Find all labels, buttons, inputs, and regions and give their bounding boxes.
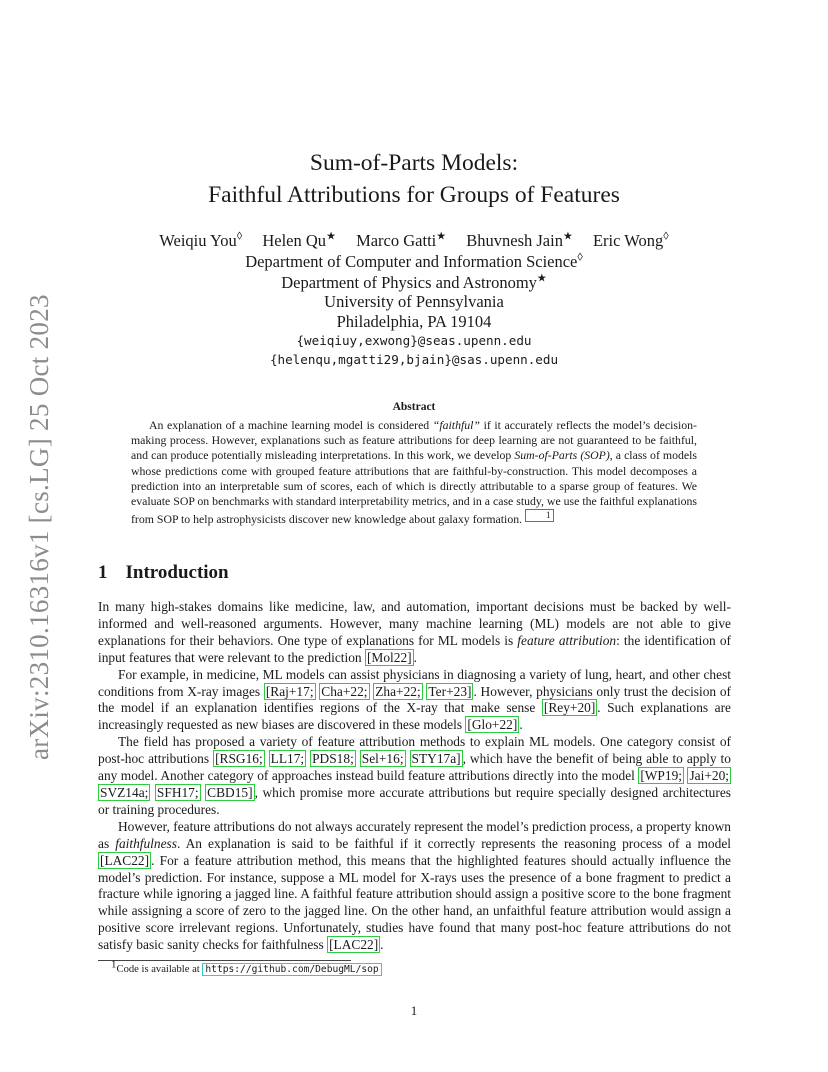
paragraph: For example, in medicine, ML models can assist physicians in diagnosing a variety of lung, heart, and other chest conditions from X-ray images [Raj+17; Cha+22; Zha+22; Ter+23] . However, physicians only trust the decision of the model if an explanation identifies regions of the X-ray that make sense [Rey+20] . Such explanations are increasingly requested as new biases are discovered in these models [Glo+22] . (98, 666, 731, 733)
citation-link[interactable]: CBD15] (207, 784, 253, 800)
paper-title (0, 147, 828, 211)
title-line-1: Sum-of-Parts Models: (309, 150, 519, 176)
affiliation-physics: Department of Physics and Astronomy★ (281, 272, 547, 292)
author: Bhuvnesh Jain★ (466, 230, 573, 250)
author: Marco Gatti★ (356, 230, 447, 250)
author: Weiqiu You◊ (159, 230, 243, 250)
email-seas: {weiqiuy,exwong}@seas.upenn.edu (296, 333, 532, 348)
citation-link[interactable]: [RSG16; (215, 751, 263, 767)
arxiv-stamp: arXiv:2310.16316v1 [cs.LG] 25 Oct 2023 (24, 294, 54, 760)
section-heading: 1 Introduction (98, 562, 229, 583)
paragraph: In many high-stakes domains like medicine, law, and automation, important decisions must be backed by well-informed and well-reasoned arguments. However, many machine learning (ML) models are not able to give explanations for their behaviors. One type of explanations for ML models is feature attribution: the identification of input features that were relevant to the prediction [Mol22] . (98, 599, 731, 665)
citation-link[interactable]: Cha+22; (321, 683, 368, 699)
citation-link[interactable]: [Mol22] (366, 649, 412, 665)
citation-link[interactable]: [Glo+22] (467, 717, 518, 733)
abstract-text: An explanation of a machine learning model is considered “faithful” if it accurately reflects the model’s decision-making process. However, explanations such as feature attributions for deep learning are not guaranteed to be faithful, and can produce potentially misleading interpretations. In this work, we develop Sum-of-Parts (SOP), a class of models whose predictions come with grouped feature attributions that are faithful-by-construction. This model decomposes a prediction into an interpretable sum of scores, each of which is directly attributable to a sparse group of features. We evaluate SOP on benchmarks with standard interpretability metrics, and in a case study, we use the faithful explanations from SOP to help astrophysicists discover new knowledge about galaxy formation. 1 (131, 418, 697, 527)
citation-link[interactable]: Jai+20; (689, 768, 729, 784)
citation-link[interactable]: [LAC22] (100, 852, 150, 868)
footnote-link[interactable]: 1 (525, 509, 554, 522)
citation-link[interactable]: LL17; (270, 751, 305, 767)
affiliation-cis: Department of Computer and Information Science◊ (245, 251, 583, 271)
page-number: 1 (410, 1003, 418, 1018)
citation-link[interactable]: Ter+23] (428, 683, 472, 699)
author: Helen Qu★ (262, 230, 336, 250)
abstract-heading: Abstract (392, 401, 436, 413)
author-list (0, 231, 828, 251)
university: University of Pennsylvania (324, 292, 504, 311)
title-line-2: Faithful Attributions for Groups of Features (208, 182, 620, 208)
author: Eric Wong◊ (592, 230, 669, 250)
citation-link[interactable]: SFH17; (156, 784, 199, 800)
footnote-divider (98, 960, 351, 961)
city: Philadelphia, PA 19104 (336, 312, 492, 331)
citation-link[interactable]: PDS18; (312, 751, 354, 767)
citation-link[interactable]: STY17a] (411, 751, 461, 767)
paragraph: The field has proposed a variety of feature attribution methods to explain ML models. One category consist of post-hoc attributions [RSG16; LL17; PDS18; Sel+16; STY17a] , which have the benefit of being able to apply to any model. Another category of approaches instead build feature attributions directly into the model [WP19; Jai+20; SVZ14a; SFH17; CBD15] , which promise more accurate attributions but require specially designed architectures or training procedures. (98, 734, 731, 817)
code-url-link[interactable]: https://github.com/DebugML/sop (202, 963, 381, 976)
citation-link[interactable]: [Raj+17; (265, 683, 314, 699)
citation-link[interactable]: [WP19; (640, 768, 682, 784)
citation-link[interactable]: [Rey+20] (543, 700, 596, 716)
introduction-body (98, 599, 731, 954)
paragraph: However, feature attributions do not always accurately represent the model’s prediction process, a property known as faithfulness. An explanation is said to be faithful if it correctly represents the reasoning process of a model [LAC22] . For a feature attribution method, this means that the highlighted features should actually influence the model’s prediction. For instance, suppose a ML model for X-rays uses the presence of a bone fragment to predict a fracture while ignoring a jagged line. A faithful feature attribution should assign a positive score to the bone fragment while assigning a score of zero to the jagged line. On the other hand, an unfaithful feature attribution would assign a positive score irrelevant regions. Unfortunately, studies have found that many post-hoc feature attributions do not satisfy basic sanity checks for faithfulness [LAC22] . (98, 818, 731, 953)
citation-link[interactable]: [LAC22] (329, 937, 379, 953)
footnote: $^1$Code is available at https://github.com/DebugML/sop (111, 964, 382, 975)
email-sas: {helenqu,mgatti29,bjain}@sas.upenn.edu (269, 352, 559, 367)
citation-link[interactable]: Zha+22; (375, 683, 421, 699)
citation-link[interactable]: Sel+16; (361, 751, 404, 767)
citation-link[interactable]: SVZ14a; (100, 784, 149, 800)
